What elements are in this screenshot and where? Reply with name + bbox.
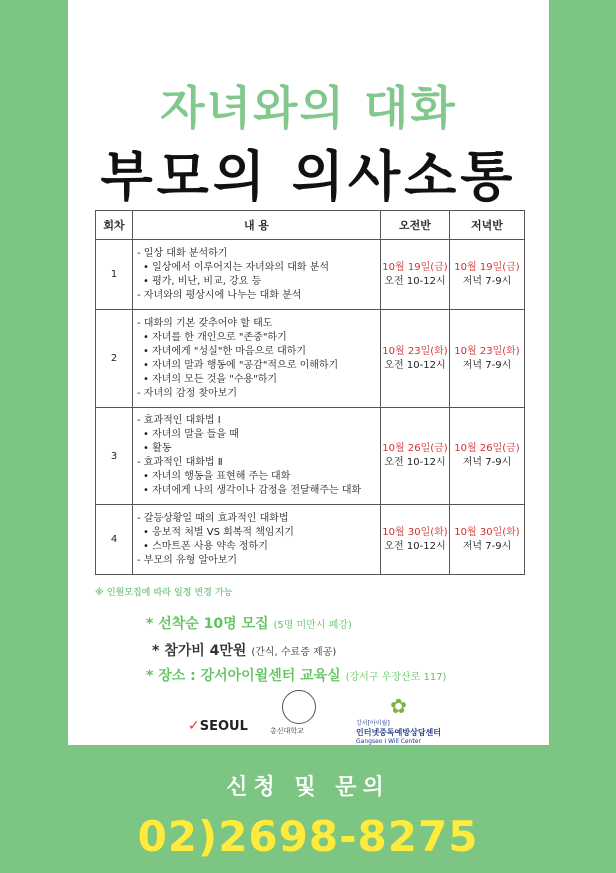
session-number: 1	[96, 240, 133, 310]
morning-schedule	[381, 505, 450, 575]
evening-date: 10월 23일(화)	[454, 345, 520, 357]
poster-sheet	[68, 0, 549, 745]
table-header-row	[96, 211, 525, 240]
content-line: • 응보적 처벌 VS 회복적 책임지기	[143, 526, 294, 538]
tree-icon: ✿	[390, 694, 407, 718]
content-line: • 활동	[143, 443, 172, 454]
seoul-logo-text: SEOUL	[199, 719, 248, 734]
recruit-text: * 선착순 10명 모집	[146, 616, 269, 632]
center-prefix: 강서[아이윌]	[356, 720, 390, 727]
university-seal-icon	[282, 690, 316, 724]
recruit-info	[146, 613, 352, 633]
header-session: 회차	[96, 211, 133, 240]
fee-text: * 참가비 4만원	[152, 643, 247, 659]
evening-time: 저녁 7-9시	[462, 540, 512, 552]
evening-date: 10월 26일(금)	[454, 443, 520, 454]
session-number: 3	[96, 408, 133, 505]
title-line2: 부모의 의사소통	[100, 145, 517, 208]
evening-date: 10월 30일(화)	[454, 526, 520, 538]
content-line: - 대화의 기본 갖추어야 할 태도	[137, 317, 273, 329]
evening-schedule	[450, 310, 525, 408]
table-row	[96, 505, 525, 575]
content-line: - 효과적인 대화법 Ⅰ	[137, 415, 221, 426]
session-number: 4	[96, 505, 133, 575]
session-content	[133, 310, 381, 408]
evening-date: 10월 19일(금)	[454, 261, 520, 273]
evening-schedule	[450, 505, 525, 575]
header-content: 내 용	[133, 211, 381, 240]
morning-time: 오전 10-12시	[384, 359, 446, 371]
morning-time: 오전 10-12시	[384, 457, 446, 468]
morning-schedule	[381, 408, 450, 505]
morning-date: 10월 19일(금)	[382, 261, 448, 273]
content-line: - 일상 대화 분석하기	[137, 247, 228, 259]
session-content	[133, 505, 381, 575]
evening-time: 저녁 7-9시	[462, 359, 512, 371]
evening-schedule	[450, 240, 525, 310]
place-note: (강서구 우장산로 117)	[345, 672, 447, 683]
header-evening: 저녁반	[450, 211, 525, 240]
seoul-logo	[188, 718, 248, 734]
center-name: 인터넷중독예방상담센터	[356, 728, 442, 737]
content-line: • 자녀를 한 개인으로 "존중"하기	[143, 331, 287, 343]
schedule-table	[95, 210, 525, 575]
morning-schedule	[381, 240, 450, 310]
content-line: - 부모의 유형 알아보기	[137, 554, 238, 566]
place-text: * 장소 : 강서아이윌센터 교육실	[146, 668, 341, 684]
center-logo	[356, 694, 441, 745]
seoul-mark-icon: ✓	[188, 718, 200, 734]
content-line: - 자녀와의 평상시에 나누는 대화 분석	[137, 289, 302, 301]
morning-time: 오전 10-12시	[384, 540, 446, 552]
content-line: • 자녀의 모든 것을 "수용"하기	[143, 373, 278, 385]
content-line: • 자녀에게 나의 생각이나 감정을 전달해주는 대화	[143, 485, 362, 496]
center-subtitle: Gangseo I Will Center	[356, 738, 421, 745]
title-line1: 자녀와의 대화	[160, 81, 457, 135]
place-info	[146, 665, 446, 685]
morning-date: 10월 30일(화)	[382, 526, 448, 538]
apply-label: 신청 및 문의	[226, 775, 390, 800]
session-content	[133, 408, 381, 505]
table-row	[96, 408, 525, 505]
morning-date: 10월 23일(화)	[382, 345, 448, 357]
content-line: - 자녀의 감정 찾아보기	[137, 387, 238, 399]
content-line: • 평가, 비난, 비교, 강요 등	[143, 275, 262, 287]
university-name: 총신대학교	[270, 727, 304, 735]
recruit-note: (5명 미만시 폐강)	[273, 620, 352, 631]
morning-time: 오전 10-12시	[384, 275, 446, 287]
phone-number: 02)2698-8275	[137, 812, 479, 861]
session-number: 2	[96, 310, 133, 408]
content-line: • 자녀의 행동을 표현해 주는 대화	[143, 471, 291, 482]
session-content	[133, 240, 381, 310]
evening-time: 저녁 7-9시	[462, 275, 512, 287]
morning-date: 10월 26일(금)	[382, 443, 448, 454]
content-line: - 효과적인 대화법 Ⅱ	[137, 457, 223, 468]
table-row	[96, 310, 525, 408]
evening-time: 저녁 7-9시	[462, 457, 512, 468]
content-line: • 일상에서 이루어지는 자녀와의 대화 분석	[143, 261, 330, 273]
fee-note: (간식, 수료증 제공)	[251, 647, 337, 658]
content-line: • 자녀에게 "성실"한 마음으로 대하기	[143, 345, 307, 357]
schedule-notice: ※ 인원모집에 따라 일정 변경 가능	[95, 588, 233, 598]
content-line: • 자녀의 말을 들을 때	[143, 429, 239, 440]
content-line: • 스마트폰 사용 약속 정하기	[143, 540, 268, 552]
content-line: - 갈등상황일 때의 효과적인 대화법	[137, 512, 289, 524]
fee-info	[152, 640, 336, 660]
morning-schedule	[381, 310, 450, 408]
header-morning: 오전반	[381, 211, 450, 240]
content-line: • 자녀의 말과 행동에 "공감"적으로 이해하기	[143, 359, 339, 371]
evening-schedule	[450, 408, 525, 505]
table-row	[96, 240, 525, 310]
